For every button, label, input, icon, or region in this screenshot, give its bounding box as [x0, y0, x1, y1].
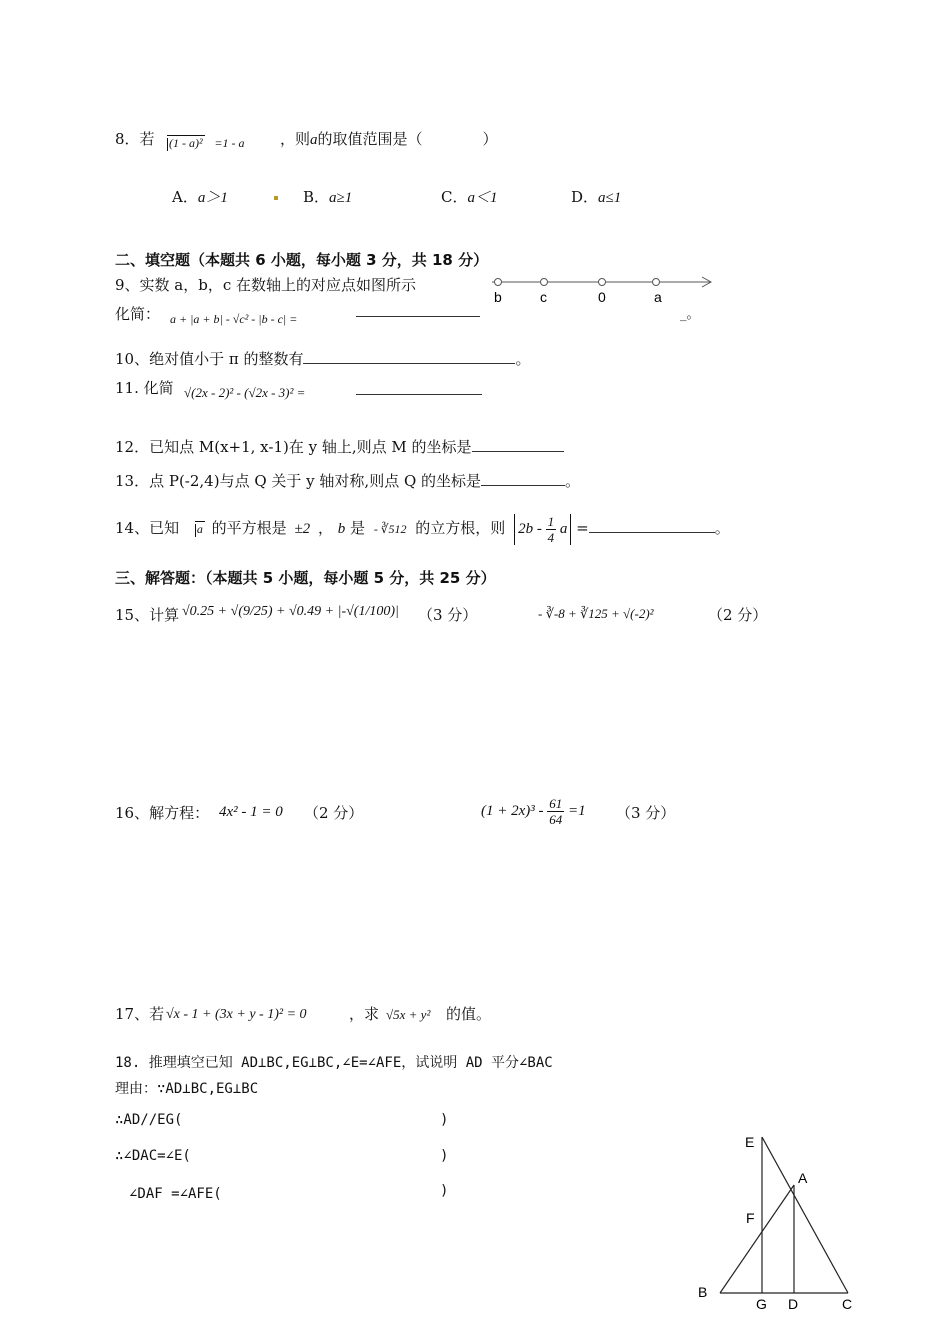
q15-score1: （3 分） [418, 606, 478, 624]
number-line [488, 272, 716, 312]
q16-label: 16、解方程： [115, 804, 210, 822]
q18-step2: ∴∠DAC=∠E( [115, 1148, 191, 1164]
q9-line2: 化简： [115, 305, 161, 323]
q18-step1-close: ) [440, 1112, 449, 1128]
q9-answer-blank[interactable] [356, 302, 480, 317]
q11-answer-blank[interactable] [356, 380, 482, 395]
q14-sqrt-a: a [186, 522, 205, 537]
q17-cond: √x - 1 + (3x + y - 1)² = 0 [166, 1007, 307, 1022]
label-b: b [494, 289, 502, 305]
q13: 13．点 P(-2,4)与点 Q 关于 y 轴对称,则点 Q 的坐标是 。 [115, 472, 581, 490]
q8-label: 8．若 [115, 130, 155, 148]
q17-target: √5x + y² [386, 1007, 431, 1022]
q16-score1: （2 分） [304, 804, 364, 822]
q18-step3: ∠DAF =∠AFE( [115, 1186, 222, 1202]
label-C: C [842, 1296, 853, 1312]
q8-option-d: D．a≤1 [571, 188, 622, 206]
label-E: E [745, 1134, 755, 1150]
segment-BA [720, 1185, 794, 1293]
q15-label: 15、计算 [115, 606, 180, 624]
q12: 12．已知点 M(x+1, x-1)在 y 轴上,则点 M 的坐标是 [115, 436, 564, 457]
q17-tail: 的值。 [446, 1005, 492, 1023]
q13-answer-blank[interactable] [481, 471, 565, 486]
q16-eq2: (1 + 2x)³ - $\frac{61}{64}$ =1 [481, 796, 586, 827]
q14-abs-expr: 2b - $\frac{1}{4}$ a [514, 514, 571, 545]
q9-tail: _。 [680, 307, 700, 322]
q14: 14、已知 a 的平方根是 ±2 ， b 是 - ∛512 的立方根，则 2b - $\frac{1}{4}$ a = 。 [115, 514, 730, 545]
q10-answer-blank[interactable] [303, 349, 515, 364]
q8-condition: (1 - a)² =1 - a [158, 136, 245, 151]
q14-fraction: $\frac{1}{4}$ [547, 514, 555, 545]
q11-expr: √(2x - 2)² - (√2x - 3)² = [184, 385, 306, 400]
q17-label: 17、若 [115, 1005, 165, 1023]
q8-option-b: B．a≥1 [303, 188, 353, 206]
label-B: B [698, 1284, 708, 1300]
q15-expr2: - ∛-8 + ∛125 + √(-2)² [538, 606, 654, 621]
q8-tail: ，则a的取值范围是（ ） [280, 130, 498, 148]
q8-stem [115, 128, 155, 149]
label-a: a [654, 289, 662, 305]
section3-title: 三、解答题：（本题共 5 小题，每小题 5 分，共 25 分） [115, 569, 496, 587]
q18-step2-close: ) [440, 1148, 449, 1164]
q12-answer-blank[interactable] [472, 437, 564, 452]
q18-step3-blank[interactable] [250, 1185, 436, 1199]
q18-line1: 18. 推理填空已知 AD⊥BC,EG⊥BC,∠E=∠AFE，试说明 AD 平分∠BAC [115, 1055, 553, 1071]
label-G: G [756, 1296, 767, 1312]
q8-option-a: A．a＞1 [172, 188, 228, 206]
label-A: A [798, 1170, 808, 1186]
point-zero [599, 279, 606, 286]
section2-title: 二、填空题（本题共 6 小题，每小题 3 分，共 18 分） [115, 251, 489, 269]
geometry-figure [690, 1125, 870, 1325]
q9-line1: 9、实数 a，b，c 在数轴上的对应点如图所示 [115, 276, 417, 294]
label-zero: 0 [598, 289, 606, 305]
label-D: D [788, 1296, 799, 1312]
label-c: c [540, 289, 547, 305]
point-c [541, 279, 548, 286]
q16-eq1: 4x² - 1 = 0 [219, 804, 283, 820]
q18-step1-blank[interactable] [200, 1114, 436, 1128]
q9-expr: a + |a + b| - √c² - |b - c| = [170, 312, 298, 326]
q18-step1: ∴AD//EG( [115, 1112, 183, 1128]
q8-sqrt: (1 - a)² [158, 136, 205, 151]
q15-expr1: √0.25 + √(9/25) + √0.49 + |-√(1/100)| [182, 604, 399, 619]
q16-score2: （3 分） [616, 804, 676, 822]
point-b [495, 279, 502, 286]
q18-step3-close: ) [440, 1183, 449, 1199]
point-a [653, 279, 660, 286]
q14-answer-blank[interactable] [589, 518, 715, 533]
q10: 10、绝对值小于 π 的整数有 。 [115, 350, 531, 368]
q8-option-c: C．a＜1 [441, 188, 498, 206]
q17-mid: ，求 [349, 1005, 380, 1023]
segment-EC [762, 1137, 848, 1293]
speck-dot [274, 196, 278, 200]
q18-step2-blank[interactable] [228, 1150, 436, 1164]
q15-score2: （2 分） [708, 606, 768, 624]
q18-line2: 理由：∵AD⊥BC,EG⊥BC [115, 1081, 259, 1097]
q16-fraction: $\frac{61}{64}$ [549, 796, 563, 827]
label-F: F [746, 1210, 755, 1226]
q11-label: 11. 化简 [115, 379, 174, 397]
